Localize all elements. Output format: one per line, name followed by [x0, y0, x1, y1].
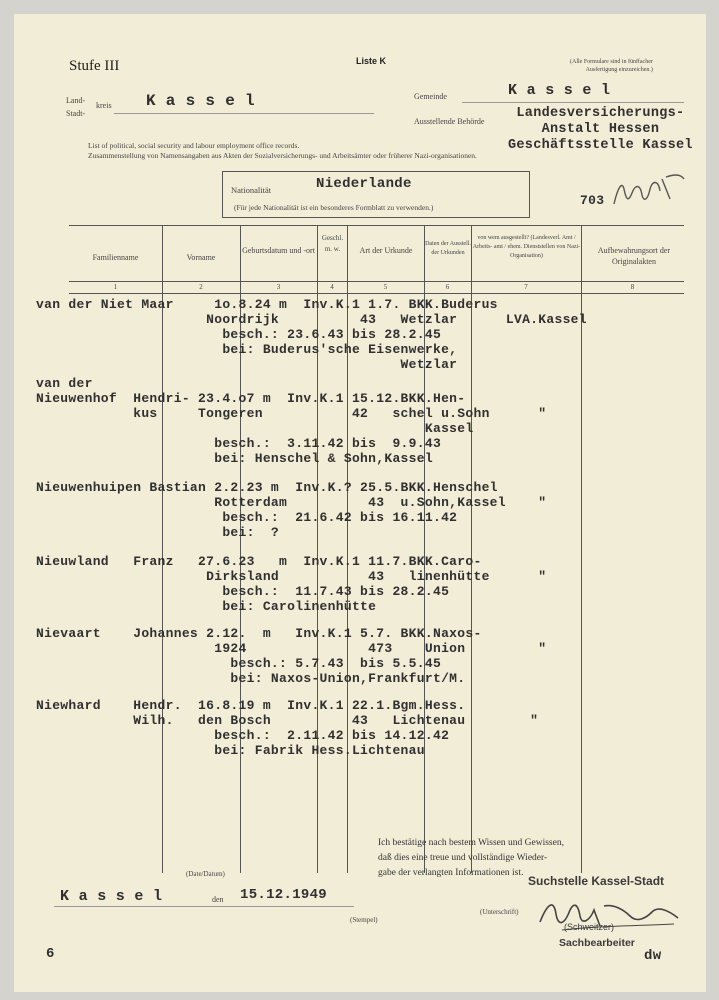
record-line: Wilh. den Bosch 43 Lichtenau " — [36, 713, 539, 728]
record-1 — [36, 297, 587, 372]
office-stamp: Suchstelle Kassel-Stadt — [528, 874, 665, 888]
date-value: 15.12.1949 — [240, 887, 328, 903]
kreis-value: K a s s e l — [146, 92, 255, 110]
record-line: bei: Henschel & Sohn,Kassel — [36, 451, 433, 466]
signer-title: Sachbearbeiter — [559, 937, 635, 949]
behoerde-label: Ausstellende Behörde — [414, 117, 485, 126]
record-4 — [36, 554, 546, 614]
record-5 — [36, 626, 546, 686]
record-line: Nievaart Johannes 2.12. m Inv.K.1 5.7. BKK.Naxos- — [36, 626, 482, 641]
record-3 — [36, 480, 546, 540]
record-line: Nieuwenhof Hendri- 23.4.o7 m Inv.K.1 15.12.BKK.Hen- — [36, 391, 466, 406]
col-header-geburtsdatum: Geburtsdatum und -ort — [242, 246, 315, 255]
record-line: Rotterdam 43 u.Sohn,Kassel " — [36, 495, 547, 510]
record-line: bei: Buderus'sche Eisenwerke, — [36, 342, 458, 357]
record-line: bei: ? — [36, 525, 280, 540]
record-line: Wetzlar — [36, 357, 458, 372]
col-num-1: 1 — [113, 283, 118, 291]
col-header-geschlecht: Geschl. m. w. — [321, 234, 344, 253]
nationalitaet-note: (Für jede Nationalität ist ein besonderes Formblatt zu verwenden.) — [234, 203, 434, 212]
gemeinde-value: K a s s e l — [508, 82, 611, 99]
col-num-3: 3 — [276, 283, 281, 291]
col-num-4: 4 — [330, 283, 334, 291]
col-num-5: 5 — [383, 283, 388, 291]
gemeinde-label: Gemeinde — [414, 92, 447, 101]
record-line: besch.: 2.11.42 bis 14.12.42 — [36, 728, 450, 743]
record-line: bei: Naxos-Union,Frankfurt/M. — [36, 671, 466, 686]
record-line: Nieuwenhuipen Bastian 2.2.23 m Inv.K.? 25.5.BKK.Henschel — [36, 480, 498, 495]
record-line: bei: Fabrik Hess.Lichtenau — [36, 743, 425, 758]
liste-label: Liste K — [356, 56, 387, 66]
record-line: kus Tongeren 42 schel u.Sohn " — [36, 406, 547, 421]
kreis-prefix: Land- Stadt- — [66, 96, 86, 118]
record-line: besch.: 21.6.42 bis 16.11.42 — [36, 510, 458, 525]
col-header-vorname: Vorname — [186, 253, 216, 262]
english-description: List of political, social security and labour employment office records. — [88, 141, 300, 150]
col-num-7: 7 — [524, 283, 528, 291]
stempel-label: (Stempel) — [350, 916, 378, 924]
record-line: Dirksland 43 linenhütte " — [36, 569, 547, 584]
record-2 — [36, 376, 546, 466]
col-num-8: 8 — [630, 283, 635, 291]
date-label: (Date/Datum) — [186, 870, 225, 878]
document-page — [14, 14, 706, 992]
col-header-aufbewahrung: Aufbewahrungsort der Originalakten — [597, 246, 671, 266]
record-line: Nieuwland Franz 27.6.23 m Inv.K.1 11.7.BKK.Caro- — [36, 554, 482, 569]
unterschrift-label: (Unterschrift) — [480, 908, 519, 916]
record-line: besch.: 11.7.43 bis 28.2.45 — [36, 584, 450, 599]
record-line: van der Niet Maar 1o.8.24 m Inv.K.1 1.7. BKK.Buderus — [36, 297, 498, 312]
record-line: besch.: 3.11.42 bis 9.9.43 — [36, 436, 442, 451]
den-label: den — [212, 895, 224, 904]
corner-initials: dw — [644, 948, 662, 964]
kreis-suffix: kreis — [96, 101, 112, 110]
german-description: Zusammenstellung von Namensangaben aus Akten der Sozialversicherungs- und Arbeitsämter oder früherer Nazi-organisationen. — [88, 151, 477, 160]
record-line: van der — [36, 376, 93, 391]
record-line: besch.: 5.7.43 bis 5.5.45 — [36, 656, 442, 671]
behoerde-value: Landesversicherungs- Anstalt Hessen Geschäftsstelle Kassel — [508, 106, 693, 153]
record-line: bei: Carolinenhütte — [36, 599, 377, 614]
col-header-familienname: Familienname — [92, 253, 139, 262]
place-value: K a s s e l — [60, 888, 163, 905]
col-num-2: 2 — [199, 283, 203, 291]
record-line: 1924 473 Union " — [36, 641, 547, 656]
certification-text: Ich bestätige nach bestem Wissen und Gewissen, daß dies eine treue und vollständige Wieder- gabe der verlangten Informationen ist. — [378, 838, 564, 878]
record-line: Noordrijk 43 Wetzlar LVA.Kassel — [36, 312, 587, 327]
col-header-ausgestellt: von wem ausgestellt? (Landesverl. Amt / Arbeits- amt / ehem. Dienststellen von Nazi-Organisation) — [472, 235, 581, 259]
record-line: besch.: 23.6.43 bis 28.2.45 — [36, 327, 442, 342]
page-number: 703 — [580, 193, 605, 208]
col-header-daten: Daten der Ausstell. der Urkunden — [425, 241, 471, 256]
nationalitaet-label: Nationalität — [231, 185, 272, 195]
record-line: Niewhard Hendr. 16.8.19 m Inv.K.1 22.1.Bgm.Hess. — [36, 698, 466, 713]
record-line: Kassel — [36, 421, 474, 436]
col-header-urkunde: Art der Urkunde — [359, 246, 413, 255]
corner-page-number: 6 — [46, 946, 55, 962]
col-num-6: 6 — [445, 283, 450, 291]
record-6 — [36, 698, 538, 758]
nationalitaet-value: Niederlande — [316, 176, 412, 192]
form-note: (Alle Formulare sind in fünffacher Ausfertigung einzureichen.) — [570, 59, 653, 73]
handwritten-number-mark — [610, 169, 690, 214]
stufe-label: Stufe III — [69, 58, 120, 74]
signer-name: (Schweitzer) — [564, 922, 615, 932]
